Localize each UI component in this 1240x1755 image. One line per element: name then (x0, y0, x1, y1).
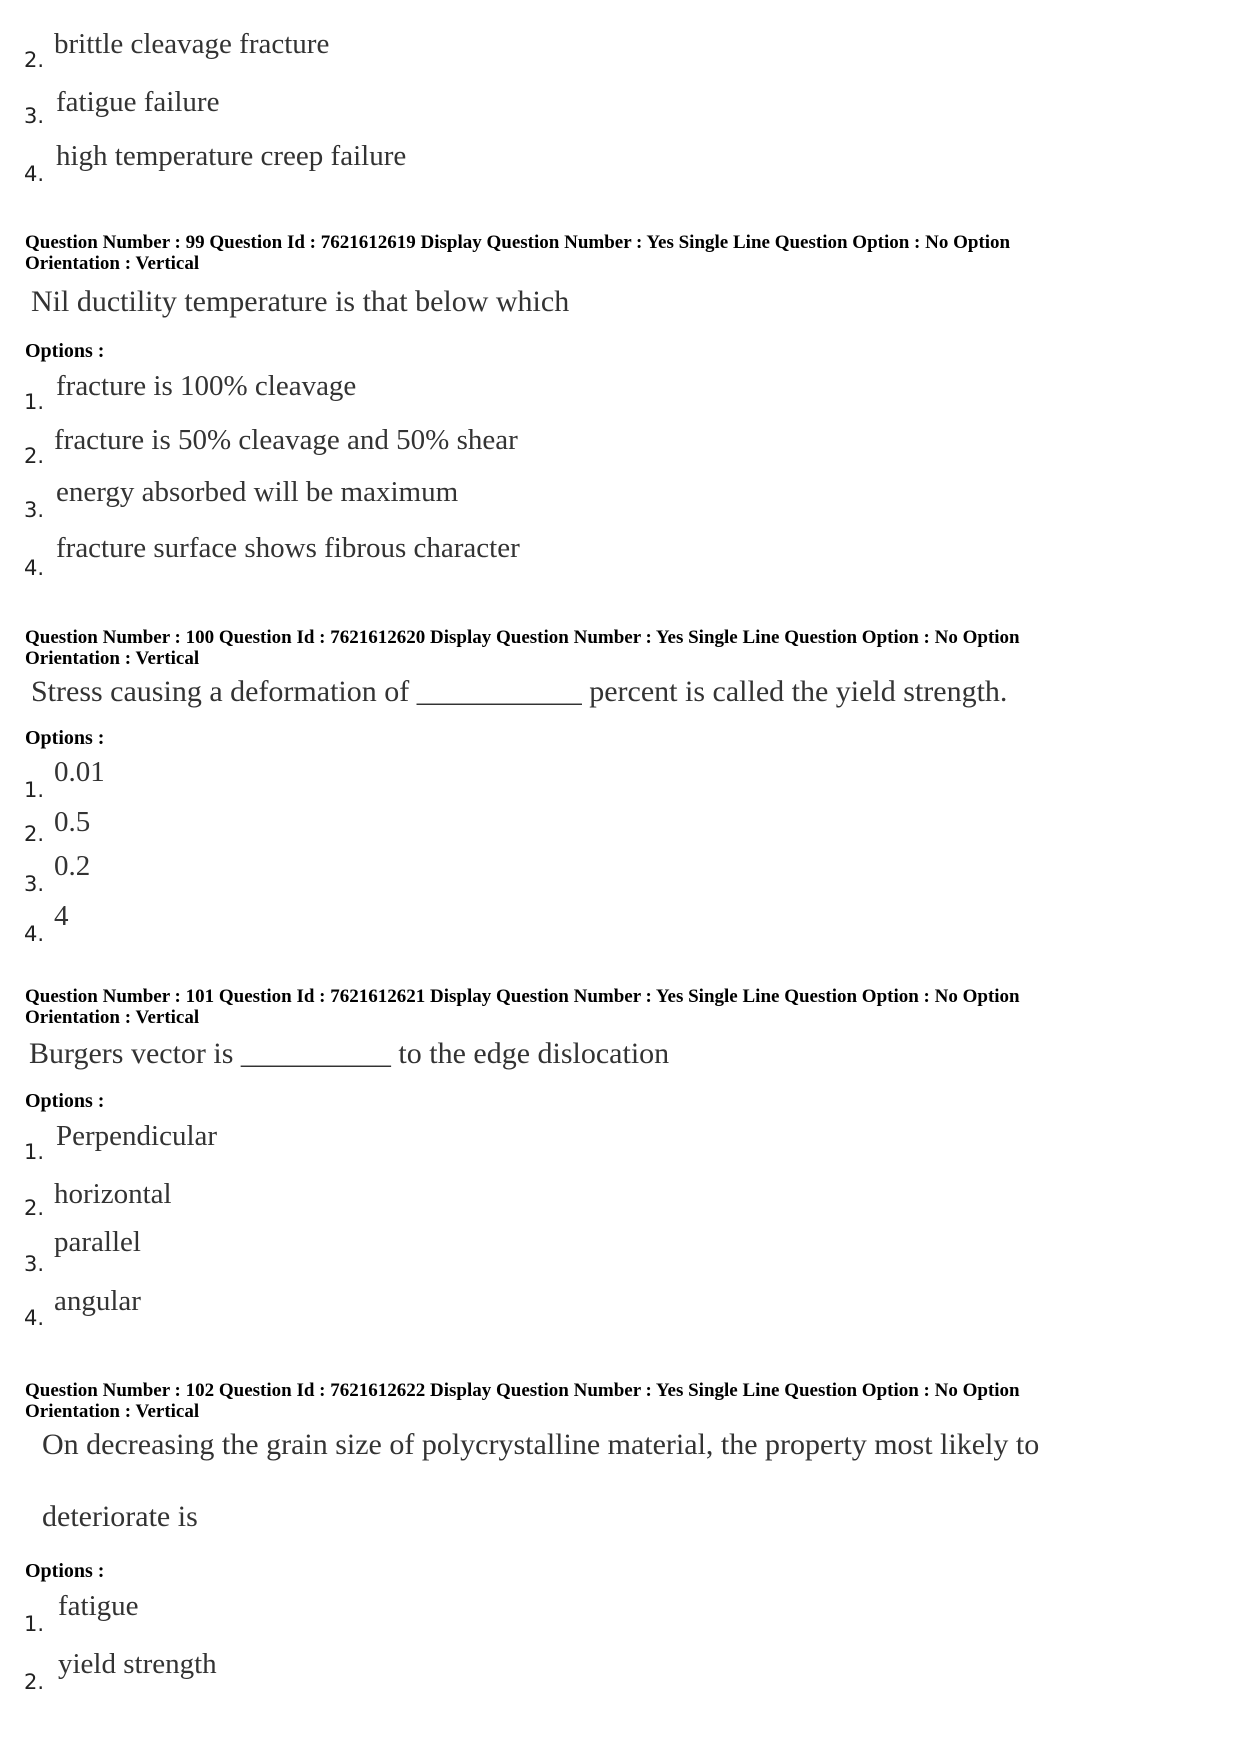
question-meta-orientation: Orientation : Vertical (25, 1007, 200, 1028)
option-number: 4. (24, 556, 45, 580)
question-text: Nil ductility temperature is that below which (31, 285, 570, 318)
option-text: fatigue failure (56, 86, 220, 118)
option-number: 1. (24, 1140, 45, 1164)
option-number: 2. (24, 444, 45, 468)
option-number: 2. (24, 822, 45, 846)
option-text: 0.01 (54, 756, 105, 788)
option-number: 3. (24, 104, 45, 128)
question-text: Burgers vector is __________ to the edge dislocation (29, 1037, 670, 1070)
question-text: Stress causing a deformation of ___________ percent is called the yield strength. (31, 675, 1008, 708)
option-text: fatigue (58, 1590, 139, 1622)
option-number: 3. (24, 498, 45, 522)
question-meta: Question Number : 101 Question Id : 7621612621 Display Question Number : Yes Single Line Question Option : No Option (25, 986, 1020, 1007)
option-number: 3. (24, 1252, 45, 1276)
option-number: 3. (24, 872, 45, 896)
option-number: 1. (24, 390, 45, 414)
question-meta-orientation: Orientation : Vertical (25, 648, 200, 669)
question-meta-orientation: Orientation : Vertical (25, 1401, 200, 1422)
options-label: Options : (25, 340, 105, 362)
question-meta: Question Number : 100 Question Id : 7621612620 Display Question Number : Yes Single Line Question Option : No Option (25, 627, 1020, 648)
option-text: 4 (54, 900, 69, 932)
question-meta: Question Number : 99 Question Id : 7621612619 Display Question Number : Yes Single Line Question Option : No Option (25, 232, 1011, 253)
option-text: Perpendicular (56, 1120, 218, 1152)
option-text: 0.2 (54, 850, 91, 882)
option-text: parallel (54, 1226, 141, 1258)
option-text: brittle cleavage fracture (54, 28, 330, 60)
option-text: fracture is 100% cleavage (56, 370, 357, 402)
options-label: Options : (25, 727, 105, 749)
option-text: 0.5 (54, 806, 91, 838)
option-text: yield strength (58, 1648, 217, 1680)
option-text: energy absorbed will be maximum (56, 476, 459, 508)
option-text: high temperature creep failure (56, 140, 407, 172)
option-text: fracture surface shows fibrous character (56, 532, 520, 564)
option-number: 2. (24, 48, 45, 72)
option-number: 1. (24, 778, 45, 802)
question-meta-orientation: Orientation : Vertical (25, 253, 200, 274)
option-text: horizontal (54, 1178, 172, 1210)
option-number: 1. (24, 1612, 45, 1636)
options-label: Options : (25, 1560, 105, 1582)
option-number: 4. (24, 1306, 45, 1330)
question-meta: Question Number : 102 Question Id : 7621612622 Display Question Number : Yes Single Line Question Option : No Option (25, 1380, 1020, 1401)
option-text: fracture is 50% cleavage and 50% shear (54, 424, 518, 456)
question-text-line1: On decreasing the grain size of polycrystalline material, the property most likely to (42, 1428, 1040, 1461)
question-text-line2: deteriorate is (42, 1500, 198, 1533)
option-number: 2. (24, 1670, 45, 1694)
options-label: Options : (25, 1090, 105, 1112)
option-text: angular (54, 1285, 141, 1317)
option-number: 2. (24, 1196, 45, 1220)
option-number: 4. (24, 162, 45, 186)
option-number: 4. (24, 922, 45, 946)
